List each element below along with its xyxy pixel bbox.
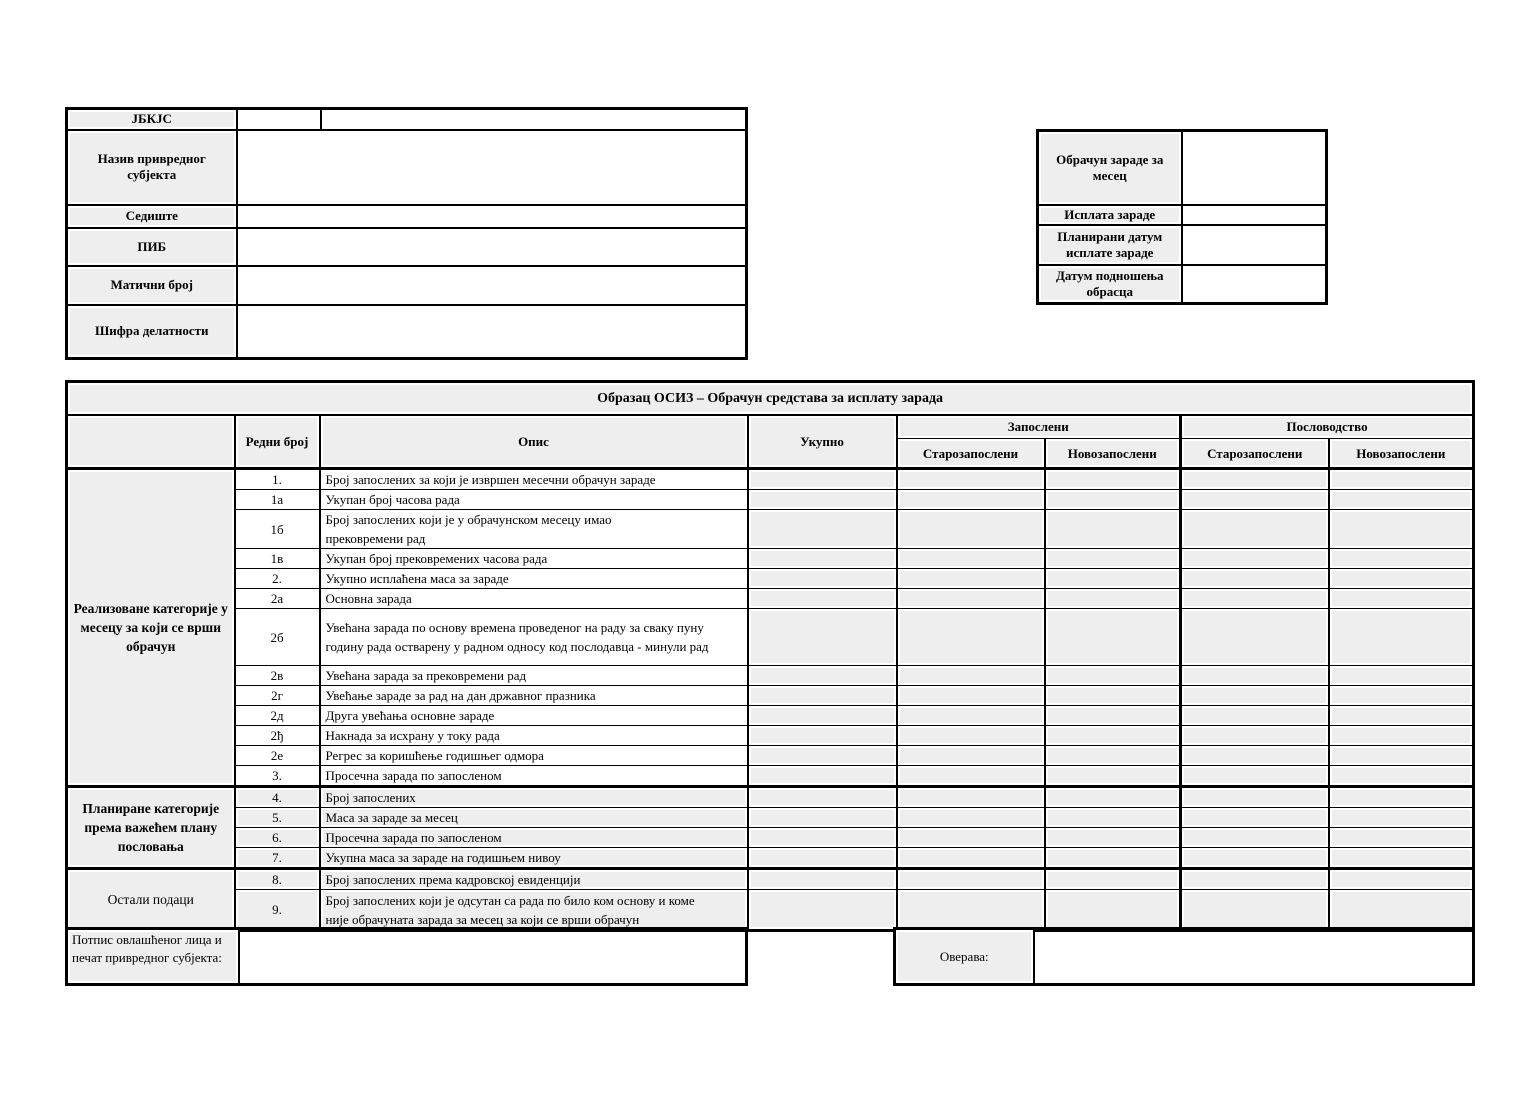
input-cell[interactable] (1181, 510, 1329, 549)
input-cell[interactable] (1329, 787, 1474, 808)
input-cell[interactable] (748, 686, 897, 706)
input-cell[interactable] (1045, 726, 1181, 746)
input-cell[interactable] (1181, 726, 1329, 746)
table-row (67, 848, 1474, 869)
input-cell[interactable] (1181, 569, 1329, 589)
row-number: 9. (235, 890, 320, 931)
row-description: Увећана зарада по основу времена проведеног на раду за сваку пуну годину рада остварену у радном односу код послодавца - минули рад (320, 609, 748, 666)
input-cell[interactable] (748, 490, 897, 510)
input-cell[interactable] (1329, 549, 1474, 569)
input-cell[interactable] (1045, 666, 1181, 686)
input-cell[interactable] (1045, 609, 1181, 666)
input-cell[interactable] (1045, 828, 1181, 848)
row-description: Увећање зараде за рад на дан државног празника (320, 686, 748, 706)
input-cell[interactable] (1045, 890, 1181, 931)
row-number: 6. (235, 828, 320, 848)
row-description: Маса за зараде за месец (320, 808, 748, 828)
input-cell[interactable] (1181, 746, 1329, 766)
input-cell[interactable] (1045, 589, 1181, 609)
row-number: 2д (235, 706, 320, 726)
input-cell[interactable] (1329, 890, 1474, 931)
corner-cell (67, 415, 235, 469)
row-description: Увећана зарада за прековремени рад (320, 666, 748, 686)
input-cell[interactable] (1045, 510, 1181, 549)
pib-label: ПИБ (67, 228, 237, 266)
row-number: 2е (235, 746, 320, 766)
seat-label: Седиште (67, 205, 237, 228)
row-number: 2б (235, 609, 320, 666)
input-cell[interactable] (897, 787, 1045, 808)
table-row (67, 549, 1474, 569)
input-cell[interactable] (1045, 848, 1181, 869)
input-cell[interactable] (1329, 469, 1474, 490)
input-cell[interactable] (748, 469, 897, 490)
row-number: 1в (235, 549, 320, 569)
input-cell[interactable] (1181, 469, 1329, 490)
input-cell[interactable] (1045, 746, 1181, 766)
input-cell[interactable] (748, 828, 897, 848)
input-cell[interactable] (1045, 808, 1181, 828)
table-row (67, 609, 1474, 666)
input-cell[interactable] (897, 869, 1045, 890)
row-description: Број запослених који је одсутан са рада по било ком основу и коме није обрачуната зарада за месец за који се врши обрачун (320, 890, 748, 931)
input-cell[interactable] (1045, 787, 1181, 808)
input-cell[interactable] (897, 510, 1045, 549)
row-number: 2в (235, 666, 320, 686)
input-cell[interactable] (1181, 666, 1329, 686)
input-cell[interactable] (1181, 549, 1329, 569)
table-row (67, 706, 1474, 726)
col-header-old-employees-1: Старозапослени (897, 439, 1045, 469)
table-row (67, 828, 1474, 848)
row-description: Укупно исплаћена маса за зараде (320, 569, 748, 589)
input-cell[interactable] (897, 609, 1045, 666)
seat-field[interactable] (237, 205, 747, 228)
input-cell[interactable] (1329, 808, 1474, 828)
osiz-main-table (65, 380, 1475, 932)
input-cell[interactable] (748, 746, 897, 766)
signature-table (65, 927, 748, 986)
input-cell[interactable] (897, 726, 1045, 746)
group-header-management: Пословодство (1181, 415, 1474, 439)
activity-code-label: Шифра делатности (67, 305, 237, 359)
row-description: Укупан број прековремених часова рада (320, 549, 748, 569)
input-cell[interactable] (897, 808, 1045, 828)
input-cell[interactable] (897, 686, 1045, 706)
input-cell[interactable] (1045, 549, 1181, 569)
input-cell[interactable] (897, 666, 1045, 686)
input-cell[interactable] (748, 787, 897, 808)
certify-field[interactable] (1034, 929, 1474, 985)
certification-table (893, 927, 1475, 986)
input-cell[interactable] (1329, 726, 1474, 746)
input-cell[interactable] (1329, 869, 1474, 890)
input-cell[interactable] (897, 469, 1045, 490)
company-info-table (65, 107, 748, 360)
input-cell[interactable] (748, 869, 897, 890)
input-cell[interactable] (1329, 686, 1474, 706)
company-name-label: Назив привредног субјекта (67, 130, 237, 205)
section-label-realized: Реализоване категорије у месецу за који се врши обрачун (67, 469, 235, 787)
input-cell[interactable] (748, 890, 897, 931)
input-cell[interactable] (1181, 828, 1329, 848)
input-cell[interactable] (897, 549, 1045, 569)
input-cell[interactable] (1181, 706, 1329, 726)
row-description: Број запослених за који је извршен месечни обрачун зараде (320, 469, 748, 490)
input-cell[interactable] (1181, 808, 1329, 828)
input-cell[interactable] (748, 569, 897, 589)
input-cell[interactable] (1045, 490, 1181, 510)
input-cell[interactable] (1181, 848, 1329, 869)
row-number: 2ђ (235, 726, 320, 746)
jbkjs-code-field[interactable] (237, 109, 321, 130)
input-cell[interactable] (748, 848, 897, 869)
pib-field[interactable] (237, 228, 747, 266)
section-label-other: Остали подаци (67, 869, 235, 931)
table-row (67, 686, 1474, 706)
table-row (67, 666, 1474, 686)
input-cell[interactable] (897, 848, 1045, 869)
row-description: Просечна зарада по запосленом (320, 828, 748, 848)
row-number: 2а (235, 589, 320, 609)
table-row (67, 589, 1474, 609)
input-cell[interactable] (1329, 589, 1474, 609)
table-row (67, 808, 1474, 828)
reg-number-field[interactable] (237, 266, 747, 305)
input-cell[interactable] (897, 490, 1045, 510)
payout-field[interactable] (1182, 205, 1327, 225)
row-number: 1а (235, 490, 320, 510)
input-cell[interactable] (748, 549, 897, 569)
row-description: Укупан број часова рада (320, 490, 748, 510)
table-row (67, 766, 1474, 787)
row-number: 5. (235, 808, 320, 828)
calc-month-label: Обрачун зараде за месец (1038, 131, 1182, 205)
row-description: Број запослених који је у обрачунском месецу имао прековремени рад (320, 510, 748, 549)
col-header-new-employees-2: Новозапослени (1329, 439, 1474, 469)
input-cell[interactable] (1045, 706, 1181, 726)
row-description: Просечна зарада по запосленом (320, 766, 748, 787)
signature-label: Потпис овлашћеног лица и печат привредног субјекта: (67, 929, 239, 985)
row-description: Основна зарада (320, 589, 748, 609)
input-cell[interactable] (1181, 686, 1329, 706)
jbkjs-extra-field[interactable] (321, 109, 747, 130)
input-cell[interactable] (897, 890, 1045, 931)
planned-date-field[interactable] (1182, 225, 1327, 265)
row-number: 3. (235, 766, 320, 787)
input-cell[interactable] (1329, 766, 1474, 787)
input-cell[interactable] (1045, 569, 1181, 589)
input-cell[interactable] (1045, 686, 1181, 706)
input-cell[interactable] (897, 569, 1045, 589)
row-description: Регрес за коришћење годишњег одмора (320, 746, 748, 766)
input-cell[interactable] (1181, 589, 1329, 609)
row-number: 2г (235, 686, 320, 706)
col-header-row-number: Редни број (235, 415, 320, 469)
row-description: Друга увећања основне зараде (320, 706, 748, 726)
table-row (67, 469, 1474, 490)
input-cell[interactable] (1181, 869, 1329, 890)
submission-date-field[interactable] (1182, 265, 1327, 304)
input-cell[interactable] (748, 808, 897, 828)
input-cell[interactable] (1329, 569, 1474, 589)
salary-dates-table (1036, 129, 1328, 305)
table-row (67, 490, 1474, 510)
certify-label: Оверава: (895, 929, 1034, 985)
input-cell[interactable] (1045, 869, 1181, 890)
form-title: Образац ОСИЗ – Обрачун средстава за исплату зарада (67, 382, 1474, 415)
input-cell[interactable] (748, 706, 897, 726)
row-number: 2. (235, 569, 320, 589)
company-name-field[interactable] (237, 130, 747, 205)
row-number: 1б (235, 510, 320, 549)
input-cell[interactable] (1329, 746, 1474, 766)
input-cell[interactable] (1181, 490, 1329, 510)
input-cell[interactable] (1045, 469, 1181, 490)
input-cell[interactable] (748, 766, 897, 787)
input-cell[interactable] (1329, 706, 1474, 726)
table-row (67, 569, 1474, 589)
planned-date-label: Планирани датум исплате зараде (1038, 225, 1182, 265)
group-header-employees: Запослени (897, 415, 1181, 439)
input-cell[interactable] (897, 766, 1045, 787)
input-cell[interactable] (1329, 848, 1474, 869)
input-cell[interactable] (1045, 766, 1181, 787)
col-header-total: Укупно (748, 415, 897, 469)
input-cell[interactable] (748, 726, 897, 746)
input-cell[interactable] (1329, 490, 1474, 510)
table-row (67, 787, 1474, 808)
input-cell[interactable] (897, 589, 1045, 609)
row-number: 8. (235, 869, 320, 890)
table-row (67, 869, 1474, 890)
col-header-old-employees-2: Старозапослени (1181, 439, 1329, 469)
signature-field[interactable] (239, 929, 747, 985)
table-row (67, 890, 1474, 931)
input-cell[interactable] (1181, 787, 1329, 808)
table-row (67, 746, 1474, 766)
input-cell[interactable] (897, 828, 1045, 848)
table-row (67, 726, 1474, 746)
row-description: Укупна маса за зараде на годишњем нивоу (320, 848, 748, 869)
table-row (67, 510, 1474, 549)
payout-label: Исплата зараде (1038, 205, 1182, 225)
row-description: Број запослених (320, 787, 748, 808)
section-label-planned: Планиране категорије према важећем плану пословања (67, 787, 235, 869)
input-cell[interactable] (1329, 666, 1474, 686)
input-cell[interactable] (897, 706, 1045, 726)
reg-number-label: Матични број (67, 266, 237, 305)
input-cell[interactable] (748, 510, 897, 549)
input-cell[interactable] (748, 666, 897, 686)
input-cell[interactable] (748, 609, 897, 666)
input-cell[interactable] (1181, 890, 1329, 931)
row-number: 4. (235, 787, 320, 808)
submission-date-label: Датум подношења обрасца (1038, 265, 1182, 304)
input-cell[interactable] (748, 589, 897, 609)
input-cell[interactable] (1329, 609, 1474, 666)
col-header-description: Опис (320, 415, 748, 469)
row-description: Број запослених према кадровској евиденцији (320, 869, 748, 890)
col-header-new-employees-1: Новозапослени (1045, 439, 1181, 469)
calc-month-field[interactable] (1182, 131, 1327, 205)
input-cell[interactable] (1329, 510, 1474, 549)
input-cell[interactable] (1329, 828, 1474, 848)
jbkjs-label: ЈБКЈС (67, 109, 237, 130)
input-cell[interactable] (897, 746, 1045, 766)
input-cell[interactable] (1181, 766, 1329, 787)
row-description: Накнада за исхрану у току рада (320, 726, 748, 746)
input-cell[interactable] (1181, 609, 1329, 666)
row-number: 1. (235, 469, 320, 490)
activity-code-field[interactable] (237, 305, 747, 359)
row-number: 7. (235, 848, 320, 869)
